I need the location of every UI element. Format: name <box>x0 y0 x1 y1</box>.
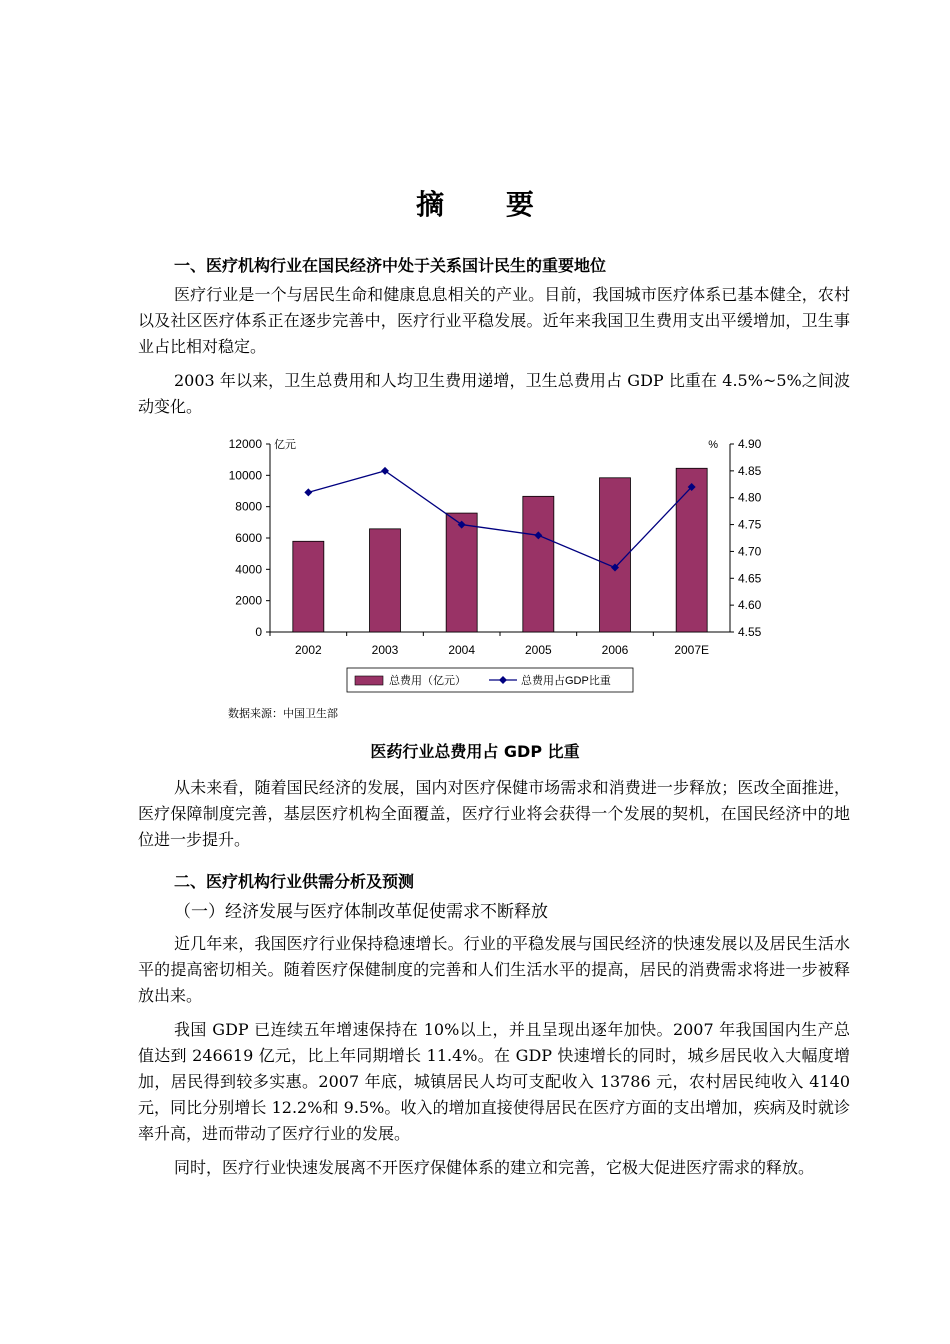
x-tick-label: 2006 <box>601 643 629 657</box>
page-title: 摘 要 <box>416 188 560 221</box>
right-tick-label: 4.70 <box>738 544 762 559</box>
left-tick-label: 8000 <box>235 499 262 514</box>
left-tick-label: 0 <box>255 625 262 639</box>
right-tick-label: 4.75 <box>738 517 762 532</box>
bar-2004 <box>446 513 477 632</box>
left-axis-unit-label: 亿元 <box>274 439 296 451</box>
right-tick-label: 4.80 <box>738 490 762 505</box>
right-tick-label: 4.55 <box>738 625 762 639</box>
bar-2007E <box>676 468 707 632</box>
paragraph-4: 近几年来，我国医疗行业保持稳速增长。行业的平稳发展与国民经济的快速发展以及居民生活水平的提高密切相关。随着医疗保健制度的完善和人们生活水平的提高，居民的消费需求将进一步被释放出来。 <box>138 934 850 1005</box>
line-point-2002 <box>304 488 312 496</box>
x-tick-label: 2004 <box>448 643 476 657</box>
right-axis-unit-label: % <box>708 439 718 451</box>
bar-2002 <box>293 541 324 632</box>
bar-2003 <box>370 529 401 632</box>
x-tick-label: 2002 <box>294 643 322 657</box>
bar-2006 <box>600 478 631 632</box>
left-tick-label: 10000 <box>228 468 262 483</box>
paragraph-6: 同时，医疗行业快速发展离不开医疗保健体系的建立和完善，它极大促进医疗需求的释放。 <box>174 1158 815 1177</box>
paragraph-5: 我国 GDP 已连续五年增速保持在 10%以上，并且呈现出逐年加快。2007 年我国国内生产总值达到 246619 亿元，比上年同期增长 11.4%。在 GDP 快速增长的同时，城乡居民收入大幅度增加，居民得到较多实惠。2007 年底，城镇居民人均可支配收入 13786 元，农村居民纯收入 4140 元，同比分别增长 12.2%和 9.5%。收入的增加直接使得居民在医疗方面的支出增加，疾病及时就诊率升高，进而带动了医疗行业的发展。 <box>138 1020 850 1143</box>
chart-caption: 医药行业总费用占 GDP 比重 <box>370 742 580 761</box>
right-tick-label: 4.85 <box>738 463 762 478</box>
health-expenditure-chart <box>215 430 775 700</box>
right-tick-label: 4.90 <box>738 437 762 451</box>
data-source-note: 数据来源：中国卫生部 <box>228 707 338 720</box>
left-tick-label: 2000 <box>235 593 262 608</box>
legend-bar-swatch <box>355 676 383 685</box>
left-tick-label: 4000 <box>235 562 262 577</box>
right-tick-label: 4.60 <box>738 598 762 613</box>
bar-2005 <box>523 496 554 632</box>
x-tick-label: 2005 <box>524 643 552 657</box>
x-tick-label: 2007E <box>674 643 710 657</box>
subsection-heading-1: （一）经济发展与医疗体制改革促使需求不断释放 <box>174 902 548 922</box>
x-tick-label: 2003 <box>371 643 399 657</box>
left-tick-label: 12000 <box>228 437 262 451</box>
left-tick-label: 6000 <box>235 531 262 545</box>
paragraph-3: 从未来看，随着国民经济的发展，国内对医疗保健市场需求和消费进一步释放；医改全面推进，医疗保障制度完善，基层医疗机构全面覆盖，医疗行业将会获得一个发展的契机，在国民经济中的地位进一步提升。 <box>138 778 850 849</box>
paragraph-1: 医疗行业是一个与居民生命和健康息息相关的产业。目前，我国城市医疗体系已基本健全，农村以及社区医疗体系正在逐步完善中，医疗行业平稳发展。近年来我国卫生费用支出平缓增加，卫生事业占比相对稳定。 <box>138 285 850 356</box>
legend-bar-label: 总费用（亿元） <box>389 675 466 687</box>
right-tick-label: 4.65 <box>738 571 762 586</box>
section-heading-1: 一、医疗机构行业在国民经济中处于关系国计民生的重要地位 <box>174 256 607 275</box>
legend-line-label: 总费用占GDP比重 <box>521 675 611 687</box>
paragraph-2: 2003 年以来，卫生总费用和人均卫生费用递增，卫生总费用占 GDP 比重在 4.5%~5%之间波动变化。 <box>138 371 850 416</box>
gdp-share-line <box>308 471 691 568</box>
section-heading-2: 二、医疗机构行业供需分析及预测 <box>174 872 415 891</box>
line-point-2003 <box>381 467 389 475</box>
